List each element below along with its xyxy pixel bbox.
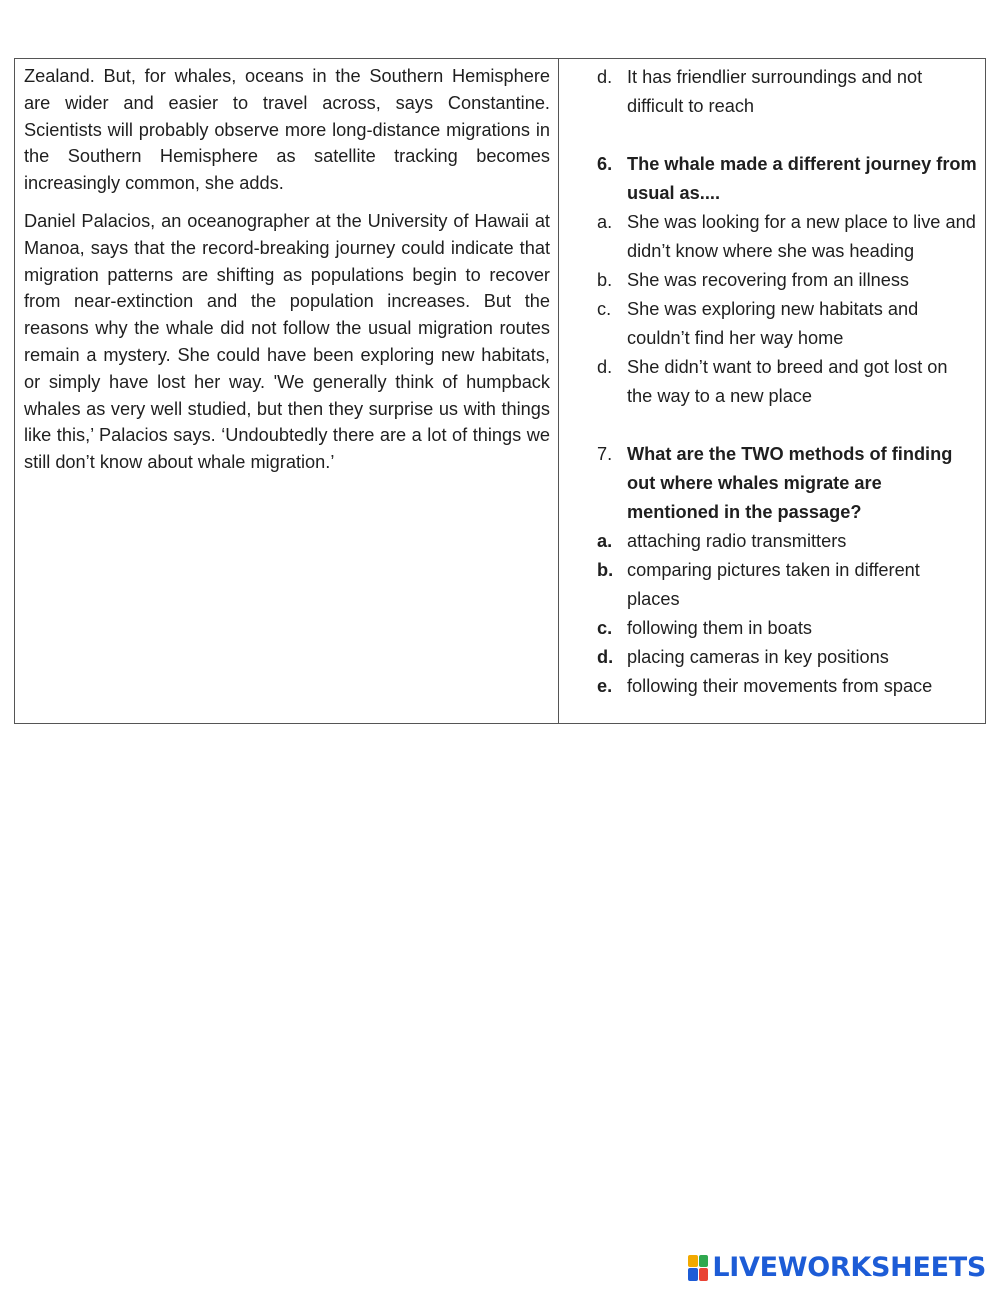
option-marker: d.: [597, 67, 613, 87]
option-marker: d.: [597, 647, 614, 667]
reading-passage-column: [15, 59, 559, 723]
q7-option-a[interactable]: [597, 527, 977, 556]
question-6: [597, 150, 977, 208]
q5-option-d[interactable]: [597, 63, 977, 121]
option-text: comparing pictures taken in different places: [627, 560, 920, 609]
option-text: It has friendlier surroundings and not difficult to reach: [627, 67, 923, 116]
q6-option-d[interactable]: [597, 353, 977, 411]
option-text: following their movements from space: [627, 676, 933, 696]
option-text: She was recovering from an illness: [627, 270, 910, 290]
option-text: She was exploring new habitats and couldn’t find her way home: [627, 299, 919, 348]
q6-option-a[interactable]: [597, 208, 977, 266]
option-marker: c.: [597, 618, 613, 638]
option-marker: b.: [597, 560, 614, 580]
option-marker: e.: [597, 676, 613, 696]
question-7: [597, 440, 977, 527]
q7-option-d[interactable]: [597, 643, 977, 672]
q7-option-e[interactable]: [597, 672, 977, 701]
option-marker: a.: [597, 212, 613, 232]
worksheet-table: [14, 58, 986, 724]
question-number: 7.: [597, 444, 613, 464]
option-text: She didn’t want to breed and got lost on the way to a new place: [627, 357, 948, 406]
question-number: 6.: [597, 154, 613, 174]
option-text: attaching radio transmitters: [627, 531, 847, 551]
q6-option-b[interactable]: [597, 266, 977, 295]
option-text: She was looking for a new place to live and didn’t know where she was heading: [627, 212, 976, 261]
question-text: The whale made a different journey from usual as....: [627, 154, 977, 203]
option-marker: c.: [597, 299, 612, 319]
option-text: placing cameras in key positions: [627, 647, 889, 667]
option-text: following them in boats: [627, 618, 813, 638]
passage-paragraph-1: Zealand. But, for whales, oceans in the Southern Hemisphere are wider and easier to travel across, says Constantine. Scientists will probably observe more long-distance migrations in the Southern Hemisphere as satellite tracking becomes increasingly common, she adds.: [24, 66, 550, 194]
logo-tiles-icon: [688, 1255, 708, 1281]
logo-wordmark: LIVEWORKSHEETS: [712, 1252, 986, 1283]
q7-option-c[interactable]: [597, 614, 977, 643]
passage-paragraph-2: Daniel Palacios, an oceanographer at the University of Hawaii at Manoa, says that the record-breaking journey could indicate that migration patterns are shifting as populations begin to recover from near-extinction and the population increases. But the reasons why the whale did not follow the usual migration routes remain a mystery. She could have been exploring new habitats, or simply have lost her way. 'We generally think of humpback whales as very well studied, but then they surprise us with things like this,’ Palacios says. ‘Undoubtedly there are a lot of things we still don’t know about whale migration.’: [24, 210, 550, 473]
option-marker: a.: [597, 531, 613, 551]
q6-option-c[interactable]: [597, 295, 977, 353]
option-marker: b.: [597, 270, 613, 290]
question-text: What are the TWO methods of finding out where whales migrate are mentioned in the passage?: [627, 444, 953, 522]
liveworksheets-logo[interactable]: [688, 1252, 986, 1283]
q7-option-b[interactable]: [597, 556, 977, 614]
questions-column: [559, 59, 985, 723]
option-marker: d.: [597, 357, 613, 377]
